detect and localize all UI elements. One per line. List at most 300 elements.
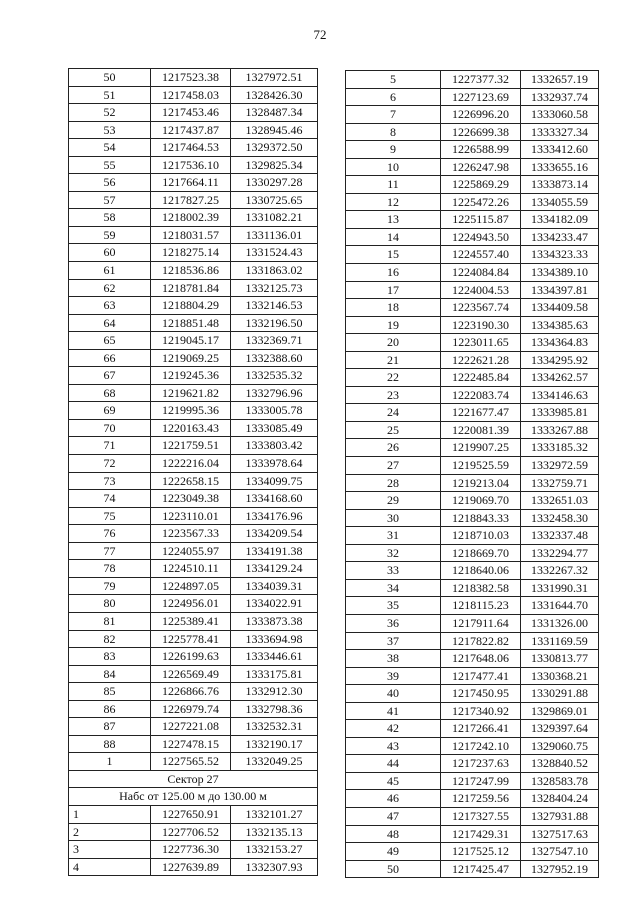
table-row	[346, 509, 599, 527]
table-row	[346, 386, 599, 404]
x-coordinate-cell: 1219045.17	[151, 332, 231, 350]
table-row	[69, 156, 318, 174]
table-row	[346, 369, 599, 387]
x-coordinate-cell: 1219995.36	[151, 402, 231, 420]
table-row	[346, 299, 599, 317]
x-coordinate-cell: 1223567.74	[441, 299, 521, 317]
x-coordinate-cell: 1225778.41	[151, 630, 231, 648]
table-row	[346, 176, 599, 194]
table-row	[69, 542, 318, 560]
point-number-cell: 78	[69, 560, 151, 578]
y-coordinate-cell: 1330291.88	[521, 685, 599, 703]
y-coordinate-cell: 1329869.01	[521, 702, 599, 720]
y-coordinate-cell: 1333005.78	[231, 402, 318, 420]
table-row	[69, 577, 318, 595]
table-row	[69, 226, 318, 244]
y-coordinate-cell: 1334168.60	[231, 490, 318, 508]
y-coordinate-cell: 1331136.01	[231, 226, 318, 244]
point-number-cell: 56	[69, 174, 151, 192]
point-number-cell: 34	[346, 579, 441, 597]
table-row	[69, 472, 318, 490]
x-coordinate-cell: 1217425.47	[441, 860, 521, 878]
table-row	[346, 632, 599, 650]
table-row	[346, 421, 599, 439]
x-coordinate-cell: 1224557.40	[441, 246, 521, 264]
y-coordinate-cell: 1334295.92	[521, 351, 599, 369]
point-number-cell: 45	[346, 772, 441, 790]
x-coordinate-cell: 1218275.14	[151, 244, 231, 262]
table-row	[346, 351, 599, 369]
point-number-cell: 33	[346, 562, 441, 580]
point-number-cell: 13	[346, 211, 441, 229]
table-row	[69, 244, 318, 262]
x-coordinate-cell: 1217266.41	[441, 720, 521, 738]
point-number-cell: 27	[346, 457, 441, 475]
point-number-cell: 73	[69, 472, 151, 490]
point-number-cell: 16	[346, 264, 441, 282]
point-number-cell: 41	[346, 702, 441, 720]
x-coordinate-cell: 1218804.29	[151, 297, 231, 315]
table-row	[69, 612, 318, 630]
table-row	[346, 316, 599, 334]
table-row	[69, 735, 318, 753]
x-coordinate-cell: 1219525.59	[441, 457, 521, 475]
table-row	[69, 823, 318, 841]
table-row	[346, 457, 599, 475]
table-row	[346, 474, 599, 492]
x-coordinate-cell: 1217477.41	[441, 667, 521, 685]
point-number-cell: 47	[346, 807, 441, 825]
x-coordinate-cell: 1219069.70	[441, 492, 521, 510]
x-coordinate-cell: 1221759.51	[151, 437, 231, 455]
point-number-cell: 68	[69, 384, 151, 402]
point-number-cell: 30	[346, 509, 441, 527]
table-row	[69, 262, 318, 280]
table-row	[346, 860, 599, 878]
x-coordinate-cell: 1227123.69	[441, 88, 521, 106]
point-number-cell: 23	[346, 386, 441, 404]
sector-title-row	[69, 770, 318, 788]
y-coordinate-cell: 1331169.59	[521, 632, 599, 650]
point-number-cell: 54	[69, 139, 151, 157]
y-coordinate-cell: 1334099.75	[231, 472, 318, 490]
x-coordinate-cell: 1223190.30	[441, 316, 521, 334]
y-coordinate-cell: 1333985.81	[521, 404, 599, 422]
x-coordinate-cell: 1224084.84	[441, 264, 521, 282]
table-row	[69, 805, 318, 823]
y-coordinate-cell: 1334397.81	[521, 281, 599, 299]
x-coordinate-cell: 1217664.11	[151, 174, 231, 192]
x-coordinate-cell: 1219907.25	[441, 439, 521, 457]
x-coordinate-cell: 1225869.29	[441, 176, 521, 194]
point-number-cell: 17	[346, 281, 441, 299]
x-coordinate-cell: 1227221.08	[151, 718, 231, 736]
table-row	[69, 367, 318, 385]
point-number-cell: 80	[69, 595, 151, 613]
x-coordinate-cell: 1226199.63	[151, 648, 231, 666]
y-coordinate-cell: 1333085.49	[231, 419, 318, 437]
x-coordinate-cell: 1217242.10	[441, 737, 521, 755]
table-row	[346, 228, 599, 246]
point-number-cell: 14	[346, 228, 441, 246]
y-coordinate-cell: 1332798.36	[231, 700, 318, 718]
point-number-cell: 62	[69, 279, 151, 297]
table-row	[69, 437, 318, 455]
x-coordinate-cell: 1219213.04	[441, 474, 521, 492]
x-coordinate-cell: 1217911.64	[441, 614, 521, 632]
x-coordinate-cell: 1217237.63	[441, 755, 521, 773]
y-coordinate-cell: 1333446.61	[231, 648, 318, 666]
x-coordinate-cell: 1223567.33	[151, 525, 231, 543]
y-coordinate-cell: 1334191.38	[231, 542, 318, 560]
x-coordinate-cell: 1217536.10	[151, 156, 231, 174]
sector-title: Сектор 27	[69, 770, 318, 788]
point-number-cell: 64	[69, 314, 151, 332]
y-coordinate-cell: 1334055.59	[521, 193, 599, 211]
table-row	[69, 648, 318, 666]
y-coordinate-cell: 1334022.91	[231, 595, 318, 613]
x-coordinate-cell: 1217525.12	[441, 843, 521, 861]
point-number-cell: 58	[69, 209, 151, 227]
point-number-cell: 82	[69, 630, 151, 648]
x-coordinate-cell: 1226979.74	[151, 700, 231, 718]
table-row	[346, 439, 599, 457]
x-coordinate-cell: 1218710.03	[441, 527, 521, 545]
y-coordinate-cell: 1332937.74	[521, 88, 599, 106]
x-coordinate-cell: 1227650.91	[151, 805, 231, 823]
x-coordinate-cell: 1218781.84	[151, 279, 231, 297]
point-number-cell: 55	[69, 156, 151, 174]
x-coordinate-cell: 1220081.39	[441, 421, 521, 439]
y-coordinate-cell: 1329825.34	[231, 156, 318, 174]
x-coordinate-cell: 1218536.86	[151, 262, 231, 280]
point-number-cell: 22	[346, 369, 441, 387]
x-coordinate-cell: 1226866.76	[151, 683, 231, 701]
table-row	[346, 158, 599, 176]
y-coordinate-cell: 1331644.70	[521, 597, 599, 615]
table-row	[346, 807, 599, 825]
point-number-cell: 88	[69, 735, 151, 753]
x-coordinate-cell: 1219245.36	[151, 367, 231, 385]
y-coordinate-cell: 1332153.27	[231, 841, 318, 859]
x-coordinate-cell: 1226569.49	[151, 665, 231, 683]
left-table-body-sector	[69, 805, 318, 875]
table-row	[346, 211, 599, 229]
y-coordinate-cell: 1333412.60	[521, 141, 599, 159]
x-coordinate-cell: 1219621.82	[151, 384, 231, 402]
x-coordinate-cell: 1217437.87	[151, 121, 231, 139]
table-row	[346, 825, 599, 843]
y-coordinate-cell: 1333267.88	[521, 421, 599, 439]
point-number-cell: 87	[69, 718, 151, 736]
x-coordinate-cell: 1217327.55	[441, 807, 521, 825]
point-number-cell: 29	[346, 492, 441, 510]
x-coordinate-cell: 1226588.99	[441, 141, 521, 159]
x-coordinate-cell: 1217247.99	[441, 772, 521, 790]
y-coordinate-cell: 1332532.31	[231, 718, 318, 736]
x-coordinate-cell: 1217523.38	[151, 69, 231, 87]
y-coordinate-cell: 1331524.43	[231, 244, 318, 262]
point-number-cell: 8	[346, 123, 441, 141]
point-number-cell: 46	[346, 790, 441, 808]
table-row	[346, 123, 599, 141]
table-row	[69, 314, 318, 332]
y-coordinate-cell: 1334129.24	[231, 560, 318, 578]
x-coordinate-cell: 1225115.87	[441, 211, 521, 229]
point-number-cell: 59	[69, 226, 151, 244]
point-number-cell: 74	[69, 490, 151, 508]
right-coordinates-table	[345, 70, 599, 878]
point-number-cell: 5	[346, 71, 441, 89]
y-coordinate-cell: 1334385.63	[521, 316, 599, 334]
x-coordinate-cell: 1222083.74	[441, 386, 521, 404]
point-number-cell: 40	[346, 685, 441, 703]
table-row	[69, 191, 318, 209]
table-row	[69, 419, 318, 437]
x-coordinate-cell: 1227478.15	[151, 735, 231, 753]
y-coordinate-cell: 1332388.60	[231, 349, 318, 367]
y-coordinate-cell: 1333978.64	[231, 455, 318, 473]
point-number-cell: 37	[346, 632, 441, 650]
point-number-cell: 76	[69, 525, 151, 543]
y-coordinate-cell: 1332651.03	[521, 492, 599, 510]
x-coordinate-cell: 1218669.70	[441, 544, 521, 562]
table-row	[69, 490, 318, 508]
table-row	[69, 349, 318, 367]
table-row	[69, 630, 318, 648]
point-number-cell: 6	[346, 88, 441, 106]
table-row	[346, 685, 599, 703]
x-coordinate-cell: 1218843.33	[441, 509, 521, 527]
table-row	[69, 209, 318, 227]
y-coordinate-cell: 1328583.78	[521, 772, 599, 790]
point-number-cell: 70	[69, 419, 151, 437]
x-coordinate-cell: 1217648.06	[441, 650, 521, 668]
y-coordinate-cell: 1333655.16	[521, 158, 599, 176]
y-coordinate-cell: 1333873.14	[521, 176, 599, 194]
x-coordinate-cell: 1223049.38	[151, 490, 231, 508]
point-number-cell: 60	[69, 244, 151, 262]
table-row	[69, 841, 318, 859]
y-coordinate-cell: 1333327.34	[521, 123, 599, 141]
point-number-cell: 24	[346, 404, 441, 422]
x-coordinate-cell: 1224004.53	[441, 281, 521, 299]
x-coordinate-cell: 1224055.97	[151, 542, 231, 560]
table-row	[346, 88, 599, 106]
table-row	[69, 525, 318, 543]
table-row	[346, 281, 599, 299]
x-coordinate-cell: 1217340.92	[441, 702, 521, 720]
y-coordinate-cell: 1329060.75	[521, 737, 599, 755]
y-coordinate-cell: 1327931.88	[521, 807, 599, 825]
y-coordinate-cell: 1334233.47	[521, 228, 599, 246]
point-number-cell: 18	[346, 299, 441, 317]
x-coordinate-cell: 1227639.89	[151, 858, 231, 876]
point-number-cell: 50	[69, 69, 151, 87]
x-coordinate-cell: 1218115.23	[441, 597, 521, 615]
point-number-cell: 7	[346, 106, 441, 124]
point-number-cell: 12	[346, 193, 441, 211]
table-row	[69, 174, 318, 192]
y-coordinate-cell: 1332458.30	[521, 509, 599, 527]
y-coordinate-cell: 1332759.71	[521, 474, 599, 492]
point-number-cell: 67	[69, 367, 151, 385]
table-row	[69, 86, 318, 104]
x-coordinate-cell: 1222658.15	[151, 472, 231, 490]
point-number-cell: 1	[69, 753, 151, 771]
point-number-cell: 25	[346, 421, 441, 439]
table-row	[346, 527, 599, 545]
y-coordinate-cell: 1333803.42	[231, 437, 318, 455]
point-number-cell: 15	[346, 246, 441, 264]
table-row	[69, 297, 318, 315]
x-coordinate-cell: 1217259.56	[441, 790, 521, 808]
point-number-cell: 71	[69, 437, 151, 455]
y-coordinate-cell: 1333060.58	[521, 106, 599, 124]
point-number-cell: 31	[346, 527, 441, 545]
x-coordinate-cell: 1219069.25	[151, 349, 231, 367]
table-row	[69, 858, 318, 876]
y-coordinate-cell: 1328487.34	[231, 104, 318, 122]
point-number-cell: 43	[346, 737, 441, 755]
table-row	[346, 562, 599, 580]
x-coordinate-cell: 1223011.65	[441, 334, 521, 352]
point-number-cell: 38	[346, 650, 441, 668]
table-row	[69, 402, 318, 420]
point-number-cell: 52	[69, 104, 151, 122]
table-row	[346, 667, 599, 685]
point-number-cell: 86	[69, 700, 151, 718]
point-number-cell: 50	[346, 860, 441, 878]
x-coordinate-cell: 1223110.01	[151, 507, 231, 525]
table-row	[346, 597, 599, 615]
point-number-cell: 21	[346, 351, 441, 369]
sector-header	[69, 770, 318, 805]
table-row	[346, 737, 599, 755]
x-coordinate-cell: 1218002.39	[151, 209, 231, 227]
y-coordinate-cell: 1331082.21	[231, 209, 318, 227]
x-coordinate-cell: 1225389.41	[151, 612, 231, 630]
x-coordinate-cell: 1218382.58	[441, 579, 521, 597]
x-coordinate-cell: 1217450.95	[441, 685, 521, 703]
point-number-cell: 61	[69, 262, 151, 280]
table-row	[346, 772, 599, 790]
y-coordinate-cell: 1332535.32	[231, 367, 318, 385]
point-number-cell: 36	[346, 614, 441, 632]
y-coordinate-cell: 1330368.21	[521, 667, 599, 685]
table-row	[69, 384, 318, 402]
x-coordinate-cell: 1227706.52	[151, 823, 231, 841]
table-row	[69, 139, 318, 157]
table-row	[346, 755, 599, 773]
y-coordinate-cell: 1327517.63	[521, 825, 599, 843]
table-row	[346, 334, 599, 352]
right-table-body	[346, 71, 599, 878]
y-coordinate-cell: 1332337.48	[521, 527, 599, 545]
point-number-cell: 1	[69, 805, 151, 823]
point-number-cell: 77	[69, 542, 151, 560]
table-row	[69, 700, 318, 718]
y-coordinate-cell: 1331863.02	[231, 262, 318, 280]
sector-subtitle: Набс от 125.00 м до 130.00 м	[69, 788, 318, 806]
y-coordinate-cell: 1334182.09	[521, 211, 599, 229]
sector-subtitle-row	[69, 788, 318, 806]
y-coordinate-cell: 1333175.81	[231, 665, 318, 683]
x-coordinate-cell: 1222621.28	[441, 351, 521, 369]
point-number-cell: 32	[346, 544, 441, 562]
point-number-cell: 81	[69, 612, 151, 630]
y-coordinate-cell: 1332049.25	[231, 753, 318, 771]
x-coordinate-cell: 1217822.82	[441, 632, 521, 650]
point-number-cell: 53	[69, 121, 151, 139]
x-coordinate-cell: 1217458.03	[151, 86, 231, 104]
left-coordinates-table	[68, 68, 318, 876]
table-row	[69, 279, 318, 297]
point-number-cell: 69	[69, 402, 151, 420]
point-number-cell: 4	[69, 858, 151, 876]
point-number-cell: 28	[346, 474, 441, 492]
x-coordinate-cell: 1226247.98	[441, 158, 521, 176]
table-row	[346, 106, 599, 124]
y-coordinate-cell: 1333873.38	[231, 612, 318, 630]
y-coordinate-cell: 1334323.33	[521, 246, 599, 264]
x-coordinate-cell: 1221677.47	[441, 404, 521, 422]
table-row	[346, 790, 599, 808]
x-coordinate-cell: 1225472.26	[441, 193, 521, 211]
point-number-cell: 42	[346, 720, 441, 738]
y-coordinate-cell: 1332796.96	[231, 384, 318, 402]
y-coordinate-cell: 1332294.77	[521, 544, 599, 562]
y-coordinate-cell: 1328426.30	[231, 86, 318, 104]
y-coordinate-cell: 1334389.10	[521, 264, 599, 282]
table-row	[346, 492, 599, 510]
table-row	[69, 560, 318, 578]
x-coordinate-cell: 1222485.84	[441, 369, 521, 387]
point-number-cell: 39	[346, 667, 441, 685]
table-row	[69, 718, 318, 736]
x-coordinate-cell: 1224956.01	[151, 595, 231, 613]
x-coordinate-cell: 1224897.05	[151, 577, 231, 595]
y-coordinate-cell: 1330725.65	[231, 191, 318, 209]
point-number-cell: 3	[69, 841, 151, 859]
point-number-cell: 85	[69, 683, 151, 701]
x-coordinate-cell: 1218640.06	[441, 562, 521, 580]
table-row	[346, 544, 599, 562]
point-number-cell: 84	[69, 665, 151, 683]
y-coordinate-cell: 1331326.00	[521, 614, 599, 632]
y-coordinate-cell: 1329397.64	[521, 720, 599, 738]
y-coordinate-cell: 1334364.83	[521, 334, 599, 352]
point-number-cell: 49	[346, 843, 441, 861]
y-coordinate-cell: 1333694.98	[231, 630, 318, 648]
point-number-cell: 83	[69, 648, 151, 666]
y-coordinate-cell: 1332125.73	[231, 279, 318, 297]
y-coordinate-cell: 1328840.52	[521, 755, 599, 773]
point-number-cell: 75	[69, 507, 151, 525]
y-coordinate-cell: 1327547.10	[521, 843, 599, 861]
y-coordinate-cell: 1332369.71	[231, 332, 318, 350]
table-row	[69, 683, 318, 701]
y-coordinate-cell: 1334176.96	[231, 507, 318, 525]
x-coordinate-cell: 1217429.31	[441, 825, 521, 843]
point-number-cell: 9	[346, 141, 441, 159]
table-row	[346, 71, 599, 89]
point-number-cell: 26	[346, 439, 441, 457]
table-row	[69, 69, 318, 87]
point-number-cell: 57	[69, 191, 151, 209]
x-coordinate-cell: 1217464.53	[151, 139, 231, 157]
point-number-cell: 48	[346, 825, 441, 843]
